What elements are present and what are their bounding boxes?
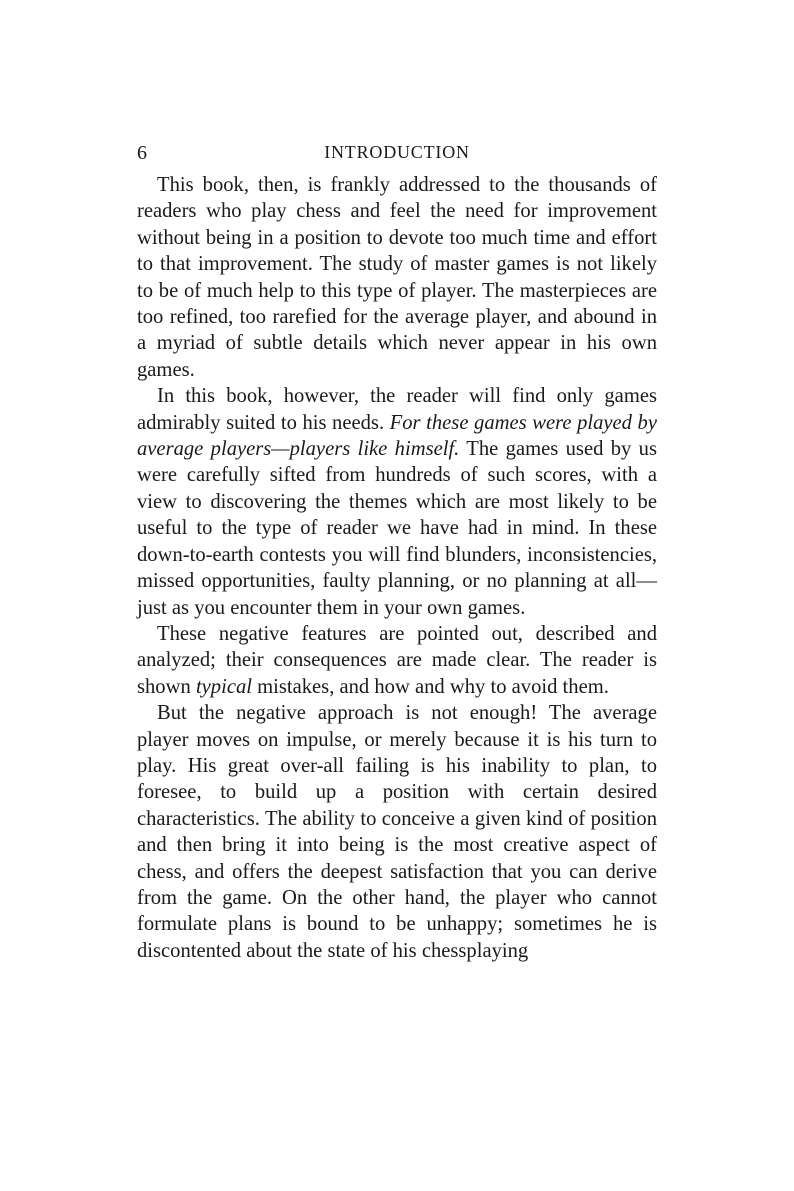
paragraph-3 — [137, 621, 657, 700]
paragraph-2-text-before: In this book, however, the reader will find only games admirably suited to his needs. — [137, 385, 657, 434]
paragraph-1 — [137, 172, 657, 383]
paragraph-4 — [137, 700, 657, 964]
paragraph-4-text: But the negative approach is not enough! The average player moves on impulse, or merely because it is his turn to play. His great over-all failing is his inability to plan, to foresee, to build up a position with certain desired characteristics. The ability to conceive a given kind of position and then bring it into being is the most creative aspect of chess, and offers the deepest satisfaction that you can derive from the game. On the other hand, the player who cannot formulate plans is bound to be unhappy; sometimes he is discontented about the state of his chessplaying — [137, 702, 657, 962]
paragraph-3-text-after: mistakes, and how and why to avoid them. — [251, 675, 609, 698]
page-number: 6 — [137, 142, 148, 164]
paragraph-1-text: This book, then, is frankly addressed to the thousands of readers who play chess and feel the need for improvement without being in a position to devote too much time and effort to that improvement. The study of master games is not likely to be of much help to this type of player. The masterpieces are too refined, too rarefied for the average player, and abound in a myriad of subtle details which never appear in his own games. — [137, 174, 657, 381]
body-text — [137, 172, 657, 964]
paragraph-2-text-after: The games used by us were carefully sifted from hundreds of such scores, with a view to discovering the themes which are most likely to be useful to the type of reader we have had in mind. In these down-to-earth contests you will find blunders, inconsistencies, missed opportunities, faulty planning, or no planning at all—just as you encounter them in your own games. — [137, 438, 657, 619]
paragraph-3-text-before: These negative features are pointed out, described and analyzed; their consequences are made clear. The reader is shown — [137, 622, 657, 698]
chapter-title: INTRODUCTION — [324, 142, 470, 162]
running-head — [137, 138, 657, 164]
paragraph-3-emphasis: typical — [195, 675, 252, 698]
paragraph-2 — [137, 383, 657, 621]
book-page — [137, 138, 657, 964]
paragraph-2-emphasis: For these games were played by average players—players like himself. — [137, 411, 657, 461]
